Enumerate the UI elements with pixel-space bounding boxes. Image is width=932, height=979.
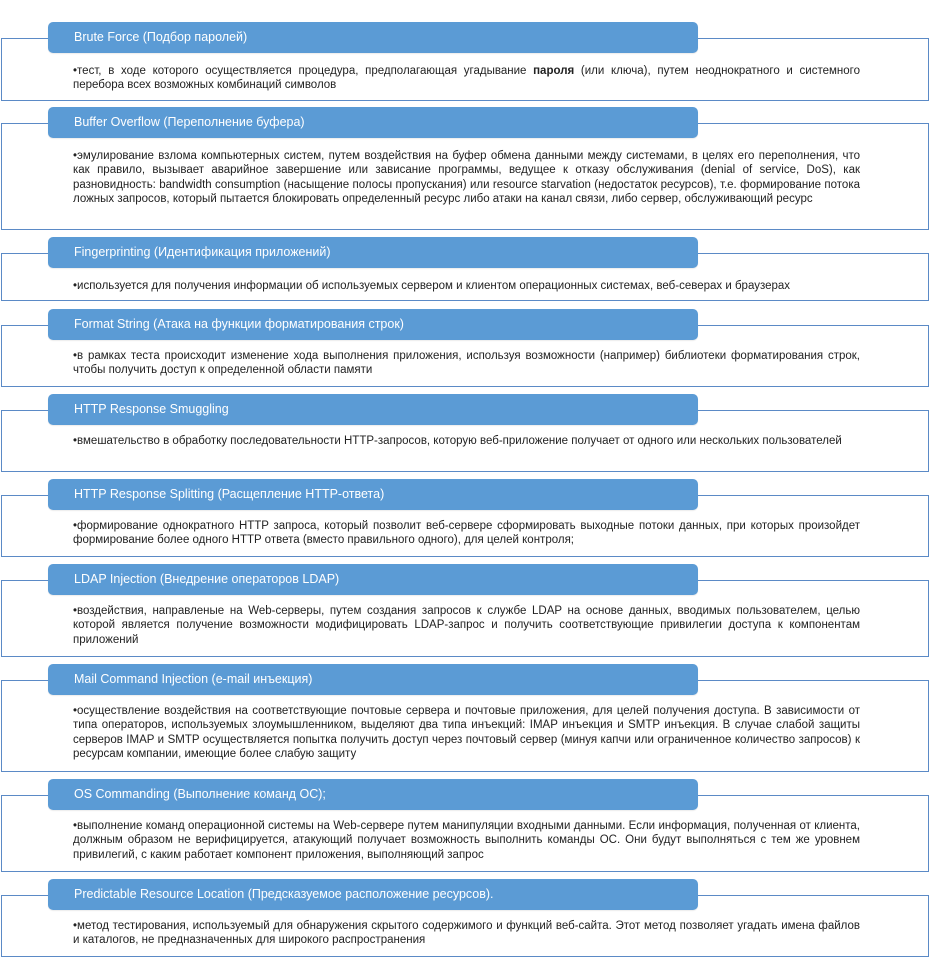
bullet: • <box>73 820 78 832</box>
bullet: • <box>73 705 78 717</box>
bullet: • <box>73 150 78 162</box>
item-description <box>73 149 860 207</box>
description-text: формирование однократного HTTP запроса, который позволит веб-сервере сформировать выходные потоки данных, при которых произойдет формирование более одного HTTP ответа (вместо правильного одного), для целей контроля; <box>73 520 860 547</box>
description-text: эмулирование взлома компьютерных систем, путем воздействия на буфер обмена данными между системами, в целях его переполнения, что как правило, вызывает аварийное завершение или зависание программы, ведущее к отказу обслуживания (denial of service, DoS), как разновидность: bandwidth consumption (насыщение полосы пропускания) или resource starvation (недостаток ресурсов), т.е. формирование потока ложных запросов, который пытается блокировать определенный ресурс либо атаки на канал связи, либо сервер, обслуживающий ресурс <box>73 150 860 206</box>
item-description <box>73 519 860 548</box>
bullet: • <box>73 605 78 617</box>
description-text: воздействия, направленые на Web-серверы, путем создания запросов к службе LDAP на основе данных, вводимых пользователем, целью которой является получение возможности модифицировать LDAP-запрос и получить соответствующие привилегии доступа к компонентам приложений <box>73 605 860 646</box>
item-description <box>73 434 860 448</box>
bullet: • <box>73 520 78 532</box>
item-title: Brute Force (Подбор паролей) <box>48 22 698 53</box>
item-title: Format String (Атака на функции форматирования строк) <box>48 309 698 340</box>
item-description <box>73 919 860 948</box>
description-text: в рамках теста происходит изменение хода выполнения приложения, используя возможности (например) библиотеки форматирования строк, чтобы получить доступ к определенной области памяти <box>73 350 860 377</box>
item-description <box>73 279 860 293</box>
item-description <box>73 349 860 378</box>
item-title: Fingerprinting (Идентификация приложений) <box>48 237 698 268</box>
item-title: Predictable Resource Location (Предсказуемое расположение ресурсов). <box>48 879 698 910</box>
description-text: вмешательство в обработку последовательности HTTP-запросов, которую веб-приложение получает от одного или нескольких пользователей <box>77 435 842 447</box>
item-title: HTTP Response Splitting (Расщепление HTTP-ответа) <box>48 479 698 510</box>
description-text: осуществление воздействия на соответствующие почтовые сервера и почтовые приложения, для целей получения доступа. В зависимости от типа операторов, используемых злоумышленником, выделяют два типа инъекций: IMAP инъекция и SMTP инъекция. В случае слабой защиты серверов IMAP и SMTP осуществляется попытка получить доступ через почтовый сервер (минуя капчи или ограниченное количество запросов) к ресурсам компании, имеющие более слабую защиту <box>73 705 860 761</box>
description-text: используется для получения информации об используемых сервером и клиентом операционных системах, веб-северах и браузерах <box>77 280 791 292</box>
bullet: • <box>73 350 78 362</box>
item-title: Mail Command Injection (e-mail инъекция) <box>48 664 698 695</box>
bullet: • <box>73 435 78 447</box>
bullet: • <box>73 280 78 292</box>
bullet: • <box>73 65 78 77</box>
item-description <box>73 704 860 762</box>
item-description <box>73 64 860 93</box>
item-description <box>73 819 860 862</box>
description-text: выполнение команд операционной системы на Web-сервере путем манипуляции входными данными. Если информация, полученная от клиента, должным образом не верифицируется, атакующий получает возможность выполнить команды ОС. Они будут выполняться с тем же уровнем привилегий, с каким работает компонент приложения, выполняющий запрос <box>73 820 860 861</box>
item-title: Buffer Overflow (Переполнение буфера) <box>48 107 698 138</box>
description-part: тест, в ходе которого осуществляется процедура, предполагающая угадывание <box>77 65 534 77</box>
description-text: метод тестирования, используемый для обнаружения скрытого содержимого и функций веб-сайта. Этот метод позволяет угадать имена файлов и каталогов, не предназначенных для широкого распространения <box>73 920 860 947</box>
item-title: LDAP Injection (Внедрение операторов LDAP) <box>48 564 698 595</box>
description-bold-part: пароля <box>533 65 575 77</box>
description-part: (или ключа), путем неоднократного и системного перебора всех возможных комбинаций символов <box>73 65 860 92</box>
bullet: • <box>73 920 78 932</box>
item-title: OS Commanding (Выполнение команд ОС); <box>48 779 698 810</box>
item-description <box>73 604 860 647</box>
item-title: HTTP Response Smuggling <box>48 394 698 425</box>
